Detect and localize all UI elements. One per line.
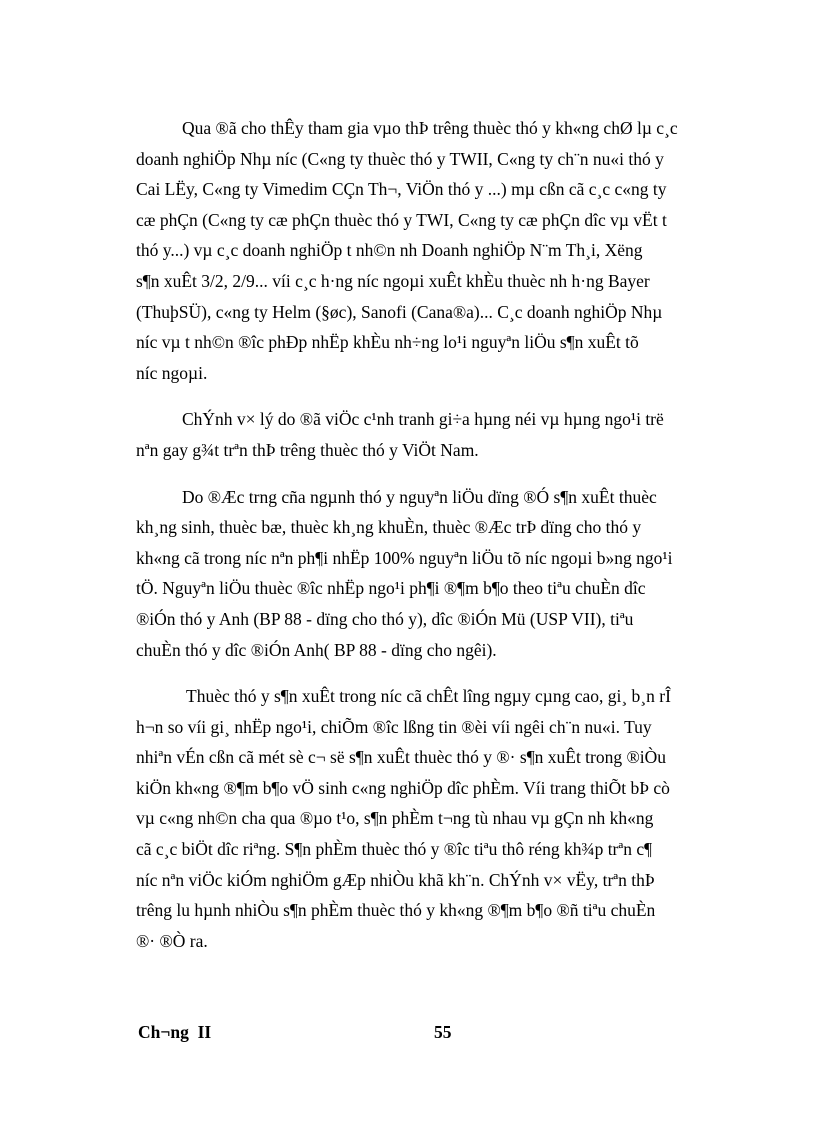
text-line: ChÝnh v× lý do ®ã viÖc c¹nh tranh gi÷a hµng néi vµ hµng ngo¹i trë <box>182 409 664 430</box>
text-line: vµ c«ng nh©n cha qua ®µo t¹o, s¶n phÈm t¬ng tù nhau vµ gÇn nh kh«ng <box>136 808 654 829</box>
text-line: Thuèc thó y s¶n xuÊt trong níc cã chÊt lîng ngµy cµng cao, gi¸ b¸n rÎ <box>186 686 671 707</box>
text-line: h¬n so víi gi¸ nhËp ngo¹i, chiÕm ®îc lßng tin ®èi víi ngêi ch¨n nu«i. Tuy <box>136 716 652 737</box>
text-line: tÖ. Nguyªn liÖu thuèc ®îc nhËp ngo¹i ph¶i ®¶m b¶o theo tiªu chuÈn dîc <box>136 578 646 599</box>
text-line: kiÖn kh«ng ®¶m b¶o vÖ sinh c«ng nghiÖp dîc phÈm. Víi trang thiÕt bÞ cò <box>136 777 670 798</box>
paragraph-3 <box>136 482 738 666</box>
text-line: kh¸ng sinh, thuèc bæ, thuèc kh¸ng khuÈn, thuèc ®Æc trÞ dïng cho thó y <box>136 517 642 538</box>
text-line: kh«ng cã trong níc nªn ph¶i nhËp 100% nguyªn liÖu tõ níc ngoµi b»ng ngo¹i <box>136 547 673 568</box>
text-line: cæ phÇn (C«ng ty cæ phÇn thuèc thó y TWI, C«ng ty cæ phÇn dîc vµ vËt t <box>136 209 667 230</box>
paragraph-4 <box>136 681 738 956</box>
text-line: (ThuþSÜ), c«ng ty Helm (§øc), Sanofi (Cana®a)... C¸c doanh nghiÖp Nhµ <box>136 301 663 322</box>
text-line: s¶n xuÊt 3/2, 2/9... víi c¸c h·ng níc ngoµi xuÊt khÈu thuèc nh h·ng Bayer <box>136 270 650 291</box>
text-line: chuÈn thó y dîc ®iÓn Anh( BP 88 - dïng cho ngêi). <box>136 639 497 660</box>
text-line: thó y...) vµ c¸c doanh nghiÖp t nh©n nh Doanh nghiÖp N¨m Th¸i, Xëng <box>136 240 643 261</box>
text-line: Cai LËy, C«ng ty Vimedim CÇn Th¬, ViÖn thó y ...) mµ cßn cã c¸c c«ng ty <box>136 179 667 200</box>
document-body <box>136 113 738 972</box>
text-line: nªn gay g¾t trªn thÞ trêng thuèc thó y ViÖt Nam. <box>136 439 479 460</box>
text-line: Qua ®ã cho thÊy tham gia vµo thÞ trêng thuèc thó y kh«ng chØ lµ c¸c <box>182 118 678 138</box>
text-line: trêng lu hµnh nhiÒu s¶n phÈm thuèc thó y kh«ng ®¶m b¶o ®ñ tiªu chuÈn <box>136 900 656 921</box>
paragraph-1 <box>136 113 738 388</box>
chapter-footer: Ch¬ng II <box>138 1022 212 1042</box>
paragraph-2 <box>136 404 738 465</box>
text-line: nhiªn vÉn cßn cã mét sè c¬ së s¶n xuÊt thuèc thó y ®· s¶n xuÊt trong ®iÒu <box>136 747 667 768</box>
text-line: Do ®Æc trng cña ngµnh thó y nguyªn liÖu dïng ®Ó s¶n xuÊt thuèc <box>182 486 657 507</box>
text-line: níc vµ t nh©n ®îc phÐp nhËp khÈu nh÷ng lo¹i nguyªn liÖu s¶n xuÊt tõ <box>136 332 639 353</box>
text-line: ®iÓn thó y Anh (BP 88 - dïng cho thó y), dîc ®iÓn Mü (USP VII), tiªu <box>136 608 634 629</box>
page-number: 55 <box>434 1022 452 1042</box>
text-line: cã c¸c biÖt dîc riªng. S¶n phÈm thuèc thó y ®îc tiªu thô réng kh¾p trªn c¶ <box>136 839 653 860</box>
text-line: níc nªn viÖc kiÓm nghiÖm gÆp nhiÒu khã kh¨n. ChÝnh v× vËy, trªn thÞ <box>136 869 655 890</box>
text-line: doanh nghiÖp Nhµ níc (C«ng ty thuèc thó y TWII, C«ng ty ch¨n nu«i thó y <box>136 148 664 169</box>
text-line: ®· ®Ò ra. <box>136 930 208 951</box>
text-line: níc ngoµi. <box>136 362 208 383</box>
